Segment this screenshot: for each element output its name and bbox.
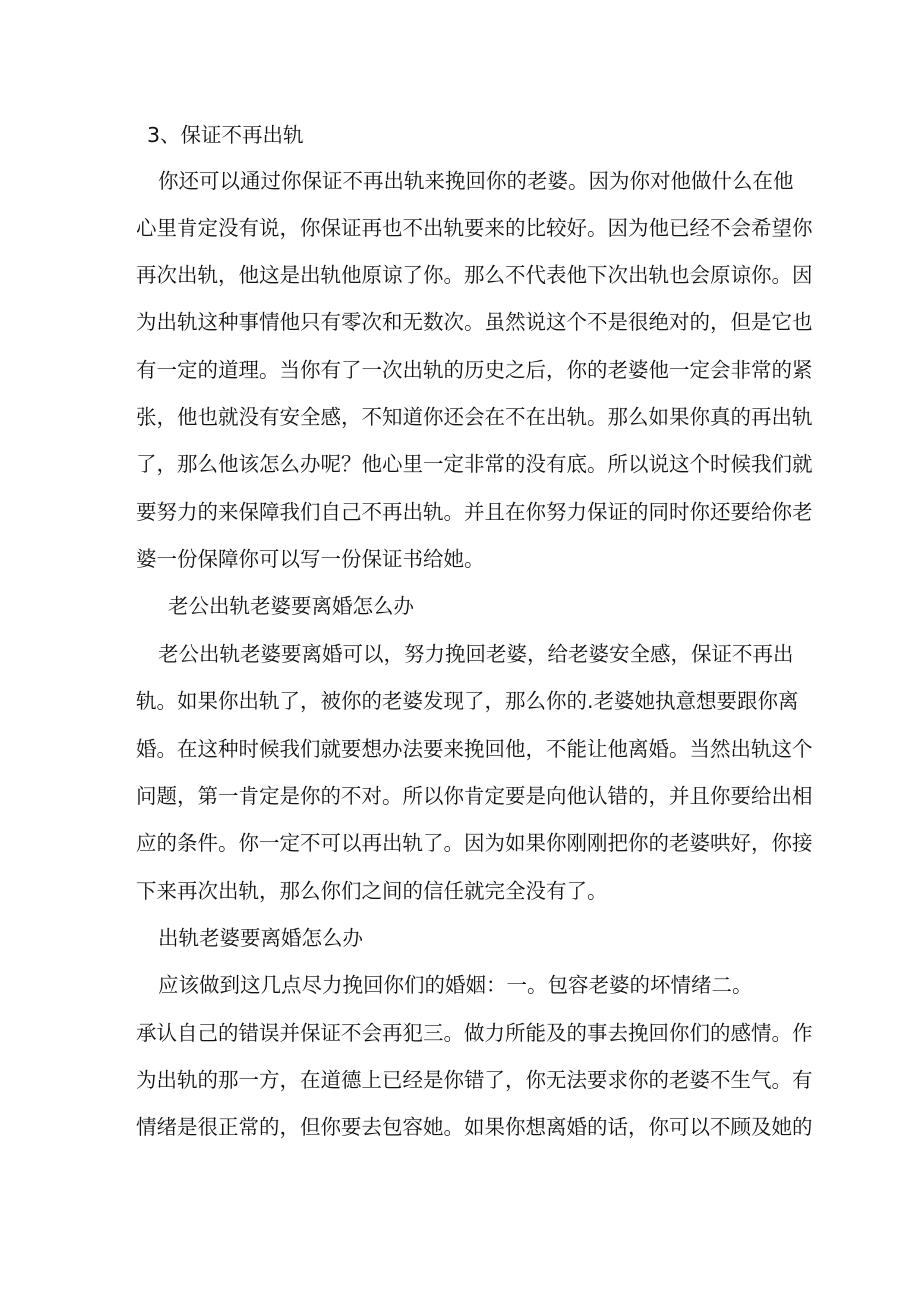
paragraph-line: 问题，第一肯定是你的不对。所以你肯定要是向他认错的，并且你要给出相 bbox=[136, 784, 813, 808]
paragraph-line: 心里肯定没有说，你保证再也不出轨要来的比较好。因为他已经不会希望你 bbox=[136, 216, 813, 240]
paragraph-line: 应该做到这几点尽力挽回你们的婚姻：一。包容老婆的坏情绪二。 bbox=[158, 973, 753, 997]
paragraph-line: 应的条件。你一定不可以再出轨了。因为如果你刚刚把你的老婆哄好，你接 bbox=[136, 831, 813, 855]
paragraph-line: 下来再次出轨，那么你们之间的信任就完全没有了。 bbox=[136, 879, 608, 903]
section-heading: 出轨老婆要离婚怎么办 bbox=[158, 926, 363, 950]
paragraph-line: 有一定的道理。当你有了一次出轨的历史之后，你的老婆他一定会非常的紧 bbox=[136, 358, 813, 382]
paragraph-line: 要努力的来保障我们自己不再出轨。并且在你努力保证的同时你还要给你老 bbox=[136, 500, 813, 524]
section-heading: 3、保证不再出轨 bbox=[147, 123, 304, 147]
paragraph-line: 婚。在这种时候我们就要想办法要来挽回他，不能让他离婚。当然出轨这个 bbox=[136, 737, 813, 761]
paragraph-line: 承认自己的错误并保证不会再犯三。做力所能及的事去挽回你们的感情。作 bbox=[136, 1021, 813, 1045]
paragraph-line: 轨。如果你出轨了，被你的老婆发现了，那么你的.老婆她执意想要跟你离 bbox=[136, 689, 799, 713]
paragraph-line: 老公出轨老婆要离婚可以，努力挽回老婆，给老婆安全感，保证不再出 bbox=[158, 642, 794, 666]
paragraph-line: 张，他也就没有安全感，不知道你还会在不在出轨。那么如果你真的再出轨 bbox=[136, 405, 813, 429]
paragraph-line: 为出轨的那一方，在道德上已经是你错了，你无法要求你的老婆不生气。有 bbox=[136, 1068, 813, 1092]
paragraph-line: 婆一份保障你可以写一份保证书给她。 bbox=[136, 547, 485, 571]
paragraph-line: 了，那么他该怎么办呢？他心里一定非常的没有底。所以说这个时候我们就 bbox=[136, 452, 813, 476]
paragraph-line: 你还可以通过你保证不再出轨来挽回你的老婆。因为你对他做什么在他 bbox=[158, 169, 794, 193]
paragraph-line: 为出轨这种事情他只有零次和无数次。虽然说这个不是很绝对的，但是它也 bbox=[136, 310, 813, 334]
section-heading: 老公出轨老婆要离婚怎么办 bbox=[168, 594, 414, 618]
paragraph-line: 情绪是很正常的，但你要去包容她。如果你想离婚的话，你可以不顾及她的 bbox=[136, 1115, 813, 1139]
paragraph-line: 再次出轨，他这是出轨他原谅了你。那么不代表他下次出轨也会原谅你。因 bbox=[136, 263, 813, 287]
